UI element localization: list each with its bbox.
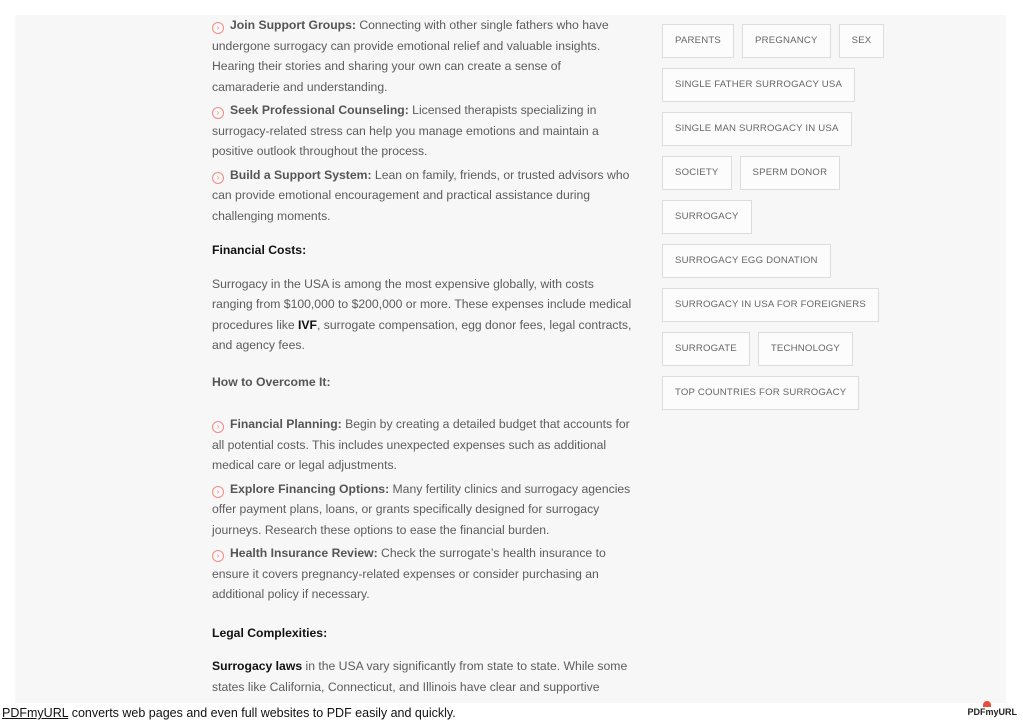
circle-chevron-right-icon: › bbox=[212, 22, 224, 34]
list-item-text: Lean on family, friends, or trusted advisors who can provide emotional encouragement and practical assistance during challenging moments. bbox=[212, 167, 630, 223]
list-item-title: Join Support Groups: bbox=[230, 18, 356, 32]
tag-link[interactable]: SURROGACY bbox=[662, 200, 752, 234]
financial-costs-heading: Financial Costs: bbox=[212, 243, 307, 257]
circle-chevron-right-icon: › bbox=[212, 550, 224, 562]
list-item-text: Connecting with other single fathers who have undergone surrogacy can provide emotional relief and valuable insights. Hearing their stories and sharing your own can create a sense of camaraderie and understanding. bbox=[212, 18, 609, 94]
list-item bbox=[212, 414, 632, 476]
circle-chevron-right-icon: › bbox=[212, 486, 224, 498]
tag-link[interactable]: PREGNANCY bbox=[742, 24, 831, 58]
pdfmyurl-logo[interactable] bbox=[967, 707, 1017, 717]
tag-link[interactable]: PARENTS bbox=[662, 24, 734, 58]
list-item-title: Health Insurance Review: bbox=[230, 546, 378, 560]
list-item bbox=[212, 479, 632, 541]
logo-icon bbox=[983, 701, 991, 707]
tag-link[interactable]: SEX bbox=[839, 24, 885, 58]
tag-link[interactable]: SURROGACY IN USA FOR FOREIGNERS bbox=[662, 288, 879, 322]
pdf-footer bbox=[2, 706, 456, 720]
footer-text: converts web pages and even full websites to PDF easily and quickly. bbox=[68, 706, 456, 720]
tag-cloud bbox=[662, 24, 897, 420]
tag-link[interactable]: SINGLE MAN SURROGACY IN USA bbox=[662, 112, 852, 146]
tag-link[interactable]: SOCIETY bbox=[662, 156, 732, 190]
tag-link[interactable]: SURROGACY EGG DONATION bbox=[662, 244, 831, 278]
legal-text: in the USA vary significantly from state to state. While some states like California, Connecticut, and Illinois have clear and supportive bbox=[212, 659, 628, 694]
ivf-keyword-link[interactable]: IVF bbox=[298, 317, 318, 332]
tag-link[interactable]: SPERM DONOR bbox=[740, 156, 841, 190]
list-item-text: Check the surrogate’s health insurance to ensure it covers pregnancy-related expenses or consider purchasing an additional policy if necessary. bbox=[212, 546, 606, 601]
list-item-title: Seek Professional Counseling: bbox=[230, 103, 409, 117]
financial-text: Surrogacy in the USA is among the most expensive globally, with costs ranging from $100,000 to $200,000 or more. These expenses include medical procedures like bbox=[212, 276, 632, 332]
list-item bbox=[212, 100, 632, 162]
circle-chevron-right-icon: › bbox=[212, 107, 224, 119]
list-item-text: Begin by creating a detailed budget that accounts for all potential costs. This includes unexpected expenses such as additional medical care or legal adjustments. bbox=[212, 417, 630, 472]
list-item bbox=[212, 543, 632, 605]
list-item-title: Explore Financing Options: bbox=[230, 481, 390, 496]
article-content bbox=[212, 15, 632, 697]
tag-link[interactable]: SURROGATE bbox=[662, 332, 750, 366]
surrogacy-laws-link[interactable]: Surrogacy laws bbox=[212, 659, 303, 673]
page-frame bbox=[15, 15, 1006, 703]
list-item-text: Many fertility clinics and surrogacy agencies offer payment plans, loans, or grants specifically designed for surrogacy journeys. Research these options to ease the financial burden. bbox=[212, 481, 631, 537]
logo-text: PDFmyURL bbox=[967, 707, 1017, 717]
list-item-title: Financial Planning: bbox=[230, 417, 342, 431]
overcome-subheading: How to Overcome It: bbox=[212, 374, 331, 389]
list-item-title: Build a Support System: bbox=[230, 167, 372, 182]
circle-chevron-right-icon: › bbox=[212, 172, 224, 184]
tag-link[interactable]: TECHNOLOGY bbox=[758, 332, 853, 366]
legal-paragraph bbox=[212, 656, 632, 697]
pdfmyurl-link[interactable]: PDFmyURL bbox=[2, 706, 69, 720]
tag-link[interactable]: SINGLE FATHER SURROGACY USA bbox=[662, 68, 855, 102]
tag-link[interactable]: TOP COUNTRIES FOR SURROGACY bbox=[662, 376, 859, 410]
list-item-text: Licensed therapists specializing in surrogacy-related stress can help you manage emotions and maintain a positive outlook throughout the process. bbox=[212, 103, 599, 158]
list-item bbox=[212, 165, 632, 227]
legal-heading: Legal Complexities: bbox=[212, 625, 328, 640]
circle-chevron-right-icon: › bbox=[212, 421, 224, 433]
list-item bbox=[212, 15, 632, 97]
financial-text-end: , surrogate compensation, egg donor fees, legal contracts, and agency fees. bbox=[212, 317, 632, 352]
financial-paragraph bbox=[212, 274, 632, 356]
